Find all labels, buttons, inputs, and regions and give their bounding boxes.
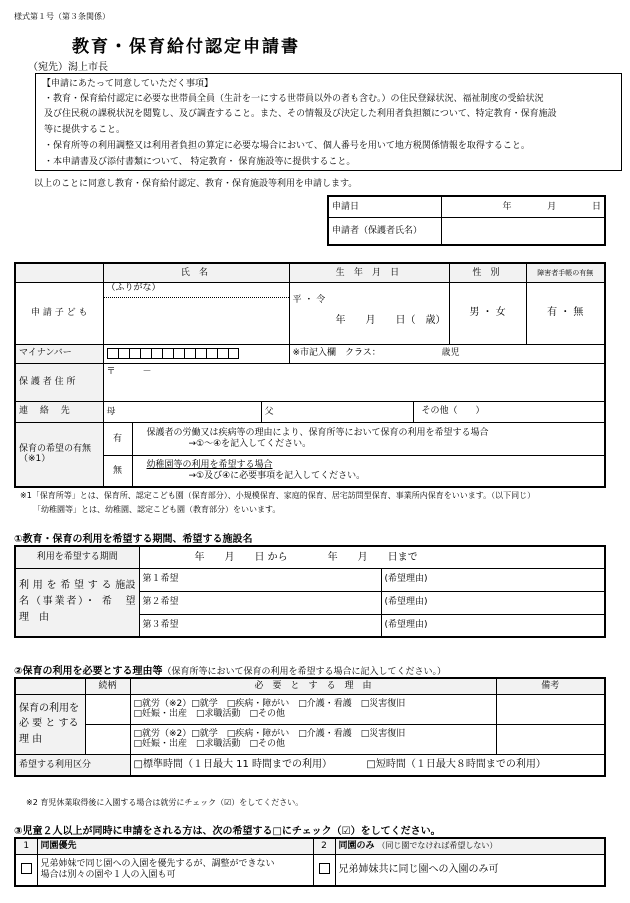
option-1-text bbox=[37, 854, 313, 886]
reason-options-2[interactable] bbox=[130, 724, 496, 754]
form-number: 様式第１号（第３条関係） bbox=[14, 12, 110, 21]
short-time-option[interactable]: □短時間（１日最大８時間までの利用） bbox=[366, 759, 546, 770]
mynumber-label: マイナンバー bbox=[15, 344, 103, 363]
name-header: 氏 名 bbox=[103, 263, 289, 282]
contact-label: 連 絡 先 bbox=[15, 401, 103, 422]
postal-mark: 〒 － bbox=[106, 366, 152, 377]
section3-title: ③児童２人以上が同時に申請をされる方は、次の希望する□にチェック（☑）をしてください。 bbox=[14, 826, 441, 837]
remarks-field-1[interactable] bbox=[496, 694, 605, 724]
option-2-checkbox[interactable] bbox=[319, 863, 330, 874]
father-label: 父 bbox=[264, 406, 274, 417]
contact-fields bbox=[103, 401, 605, 422]
option-2-text: 兄弟姉妹共に同じ園への入園のみ可 bbox=[335, 854, 605, 886]
city-use-field bbox=[289, 344, 605, 363]
reason-row-label: 保育の利用を 必 要 と する 理 由 bbox=[15, 694, 85, 754]
era-label: 平 ・ 令 bbox=[292, 294, 326, 305]
mother-phone-field[interactable] bbox=[104, 402, 262, 422]
consent-line: ・本申請書及び添付書類について、 特定教育・ 保育施設等に提供すること。 bbox=[44, 157, 356, 167]
application-box bbox=[327, 195, 606, 246]
age-class: 歳児 bbox=[441, 348, 460, 359]
mynumber-field[interactable] bbox=[103, 344, 289, 363]
reason-options-1[interactable] bbox=[130, 694, 496, 724]
consent-line: ・保育所等の利用調整又は利用者負担の算定に必要な場合において、個人番号を用いて地方税関係情報を取得すること。 bbox=[44, 141, 530, 151]
wish-yes-instruction: →①～④を記入してください。 bbox=[188, 438, 312, 449]
reason-line1: □就労（※2）□就学 □疾病・障がい □介護・看護 □災害復旧 bbox=[133, 698, 406, 709]
wish-no-text: 幼稚園等の利用を希望する場合 bbox=[146, 460, 273, 471]
section2-table bbox=[14, 677, 606, 777]
consent-line: 等に提供すること。 bbox=[44, 125, 126, 135]
option-1-checkbox-cell bbox=[15, 854, 37, 886]
option-2-header bbox=[335, 838, 605, 854]
wish-yes-option[interactable]: 有 bbox=[104, 423, 133, 455]
standard-time-option[interactable]: □標準時間（１日最大 11 時間までの利用） bbox=[133, 759, 333, 770]
option-2-number: 2 bbox=[313, 838, 335, 854]
period-label: 利用を希望する期間 bbox=[15, 546, 139, 568]
sex-header: 性 別 bbox=[449, 263, 526, 282]
relation-field-2[interactable] bbox=[85, 724, 130, 754]
option-1-number: 1 bbox=[15, 838, 37, 854]
applicant-label: 申請者（保護者氏名） bbox=[328, 217, 441, 245]
child-name-field[interactable] bbox=[103, 282, 289, 344]
choice-3-reason[interactable]: (希望理由) bbox=[381, 614, 605, 637]
option-2-title: 同園のみ bbox=[338, 841, 375, 852]
consent-heading: 【申請にあたって同意していただく事項】 bbox=[42, 79, 214, 89]
address-label: 保 護 者 住 所 bbox=[15, 363, 103, 401]
dob-field[interactable] bbox=[289, 282, 449, 344]
remarks-field-2[interactable] bbox=[496, 724, 605, 754]
section1-title: ①教育・保育の利用を希望する期間、希望する施設名 bbox=[14, 534, 253, 545]
year-unit: 年 bbox=[502, 201, 512, 212]
note-1a: ※1「保育所等」とは、保育所、認定こども園（保育部分）、小規模保育、家庭的保育、居宅訪問型保育、事業所内保育をいいます。（以下同じ） bbox=[20, 491, 536, 500]
furigana-label: （ふりがな） bbox=[104, 283, 289, 298]
section2-title bbox=[14, 662, 446, 677]
addressee: （宛先）潟上市長 bbox=[28, 62, 108, 73]
wish-no-row bbox=[103, 455, 605, 487]
option-1-text-line1: 兄弟姉妹で同じ園への入園を優先するが、調整ができない bbox=[40, 859, 275, 870]
reason-header: 必 要 と す る 理 由 bbox=[130, 678, 496, 694]
sex-options[interactable]: 男 ・ 女 bbox=[449, 282, 526, 344]
child-table bbox=[14, 262, 606, 488]
wish-no-option[interactable]: 無 bbox=[104, 456, 133, 486]
apply-statement: 以上のことに同意し教育・保育給付認定、教育・保育施設等利用を申請します。 bbox=[34, 179, 358, 189]
date-field[interactable] bbox=[441, 196, 605, 217]
period-field[interactable]: 年 月 日 から 年 月 日まで bbox=[139, 546, 605, 568]
category-label: 希望する利用区分 bbox=[15, 754, 130, 776]
option-2-note: （同じ園でなければ希望しない） bbox=[377, 841, 498, 851]
disability-header: 障害者手帳の有無 bbox=[526, 263, 605, 282]
choice-3-label[interactable]: 第３希望 bbox=[139, 614, 381, 637]
applicant-name-field[interactable] bbox=[441, 217, 605, 245]
address-field[interactable] bbox=[103, 363, 605, 401]
consent-box bbox=[35, 73, 622, 171]
option-1-checkbox[interactable] bbox=[21, 863, 32, 874]
page-title: 教育・保育給付認定申請書 bbox=[72, 37, 300, 57]
option-1-title: 同園優先 bbox=[37, 838, 313, 854]
dob-units: 年 月 日（ 歳） bbox=[335, 314, 446, 326]
other-phone-field[interactable] bbox=[414, 406, 605, 416]
city-note: ※市記入欄 クラス： bbox=[292, 348, 381, 359]
category-options[interactable] bbox=[130, 754, 605, 776]
note-1b: 「幼稚園等」とは、幼稚園、認定こども園（教育部分）をいいます。 bbox=[33, 505, 281, 514]
relation-header: 続柄 bbox=[85, 678, 130, 694]
wish-label: 保育の希望の有無（※1） bbox=[15, 422, 103, 487]
reason-line2: □妊娠・出産 □求職活動 □その他 bbox=[133, 739, 286, 749]
applicant-child-label: 申 請 子 ど も bbox=[15, 282, 103, 344]
month-unit: 月 bbox=[547, 201, 557, 212]
remarks-header: 備考 bbox=[496, 678, 605, 694]
reason-line2: □妊娠・出産 □求職活動 □その他 bbox=[133, 709, 286, 719]
facility-label: 利 用 を 希 望 す る 施設名（事業者）・ 希 望 理 由 bbox=[15, 568, 139, 637]
wish-yes-row bbox=[103, 422, 605, 455]
choice-1-reason[interactable]: (希望理由) bbox=[381, 568, 605, 591]
disability-options[interactable]: 有 ・ 無 bbox=[526, 282, 605, 344]
reason-line1: □就労（※2）□就学 □疾病・障がい □介護・看護 □災害復旧 bbox=[133, 728, 406, 739]
consent-line: ・教育・保育給付認定に必要な世帯員全員（生計を一にする世帯員以外の者も含む。）の住民登録状況、福祉制度の受給状況 bbox=[44, 94, 544, 104]
choice-2-label[interactable]: 第２希望 bbox=[139, 591, 381, 614]
wish-no-instruction: →①及び④に必要事項を記入してください。 bbox=[188, 470, 366, 481]
section2-title-main: ②保育の利用を必要とする理由等 bbox=[14, 666, 163, 677]
other-label: その他（ ） bbox=[421, 406, 485, 417]
mother-label: 母 bbox=[106, 406, 116, 417]
relation-field-1[interactable] bbox=[85, 694, 130, 724]
option-1-text-line2: 場合は別々の園や１人の入園も可 bbox=[40, 869, 176, 880]
day-unit: 日 bbox=[591, 201, 601, 212]
option-2-checkbox-cell bbox=[313, 854, 335, 886]
wish-yes-text: 保護者の労働又は疾病等の理由により、保育所等において保育の利用を希望する場合 bbox=[146, 428, 489, 439]
note-2: ※2 育児休業取得後に入園する場合は就労にチェック（☑）をしてください。 bbox=[26, 798, 304, 807]
section1-table bbox=[14, 545, 606, 638]
consent-line: 及び住民税の課税状況を閲覧し、及び調査すること。また、その情報及び決定した利用者負担額について、特定教育・保育施設 bbox=[44, 109, 557, 119]
choice-2-reason[interactable]: (希望理由) bbox=[381, 591, 605, 614]
section3-table bbox=[14, 837, 606, 887]
section2-title-note: （保育所等において保育の利用を希望する場合に記入してください。） bbox=[162, 667, 446, 677]
choice-1-label[interactable]: 第１希望 bbox=[139, 568, 381, 591]
date-label: 申請日 bbox=[328, 196, 441, 217]
father-phone-field[interactable] bbox=[262, 402, 414, 422]
dob-header: 生 年 月 日 bbox=[289, 263, 449, 282]
